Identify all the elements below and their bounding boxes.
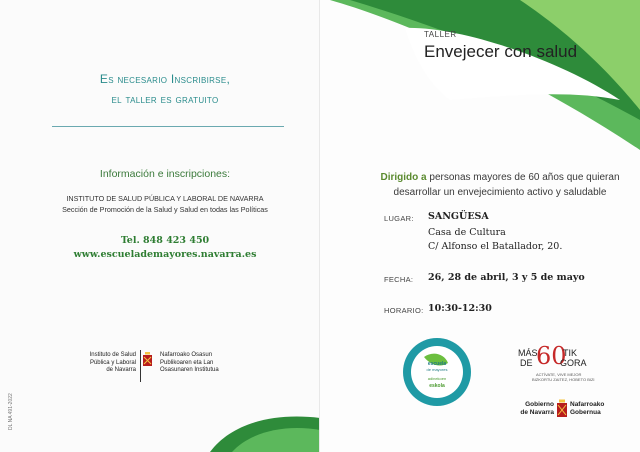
decor-swoosh-right xyxy=(320,0,640,452)
lugar-address: C/ Alfonso el Batallador, 20. xyxy=(428,241,563,252)
navarra-seal-icon xyxy=(140,350,154,382)
signup-heading-line2: el taller es gratuito xyxy=(111,92,219,106)
gobierno-navarra-es: Gobierno de Navarra xyxy=(520,401,554,416)
website-link[interactable]: www.escuelademayores.navarra.es xyxy=(73,249,257,260)
svg-text:adinekoen: adinekoen xyxy=(427,376,447,381)
escuela-mayores-logo-icon xyxy=(402,337,472,407)
institute-logo-eu: Nafarroako Osasun Publikoaren eta Lan Osasunaren Institutua xyxy=(160,352,219,373)
front-panel xyxy=(320,0,640,452)
horario-label: HORARIO: xyxy=(384,306,424,315)
institute-section: Sección de Promoción de la Salud y Salud en todas las Políticas xyxy=(62,205,268,214)
target-audience: Dirigido a personas mayores de 60 años que quieran desarrollar un envejecimiento activo y saludable xyxy=(380,172,620,198)
legal-deposit: DL NA 491-2022 xyxy=(8,393,14,430)
fecha-label: FECHA: xyxy=(384,275,414,284)
workshop-title: Envejecer con salud xyxy=(424,42,578,61)
lugar-place: Casa de Cultura xyxy=(428,227,506,238)
phone-number: Tel. 848 423 450 xyxy=(120,235,210,246)
divider xyxy=(52,126,284,127)
fecha-value: 26, 28 de abril, 3 y 5 de mayo xyxy=(428,272,585,283)
info-title: Información e inscripciones: xyxy=(99,168,231,180)
lugar-city: SANGÜESA xyxy=(428,211,489,222)
taller-label: TALLER xyxy=(424,30,457,39)
institute-logo-es: Instituto de Salud Pública y Laboral de Navarra xyxy=(89,352,136,373)
mas-de-60-logo: MÁS DE 60 TIK GORA ACTÍVATE, VIVE MEJOR BIZKORTU ZAITEZ, HOBETO BIZI xyxy=(518,342,595,382)
gobierno-navarra-eu: Nafarroako Gobernua xyxy=(570,401,605,416)
svg-text:de mayores: de mayores xyxy=(426,367,448,372)
svg-text:eskola: eskola xyxy=(429,383,445,389)
signup-heading-line1: Es necesario Inscribirse, xyxy=(99,72,231,86)
svg-text:escuela: escuela xyxy=(427,361,447,367)
lugar-label: LUGAR: xyxy=(384,214,414,223)
navarra-shield-icon xyxy=(556,399,568,419)
institute-name: INSTITUTO DE SALUD PÚBLICA Y LABORAL DE NAVARRA xyxy=(66,194,264,203)
horario-value: 10:30-12:30 xyxy=(428,303,492,314)
